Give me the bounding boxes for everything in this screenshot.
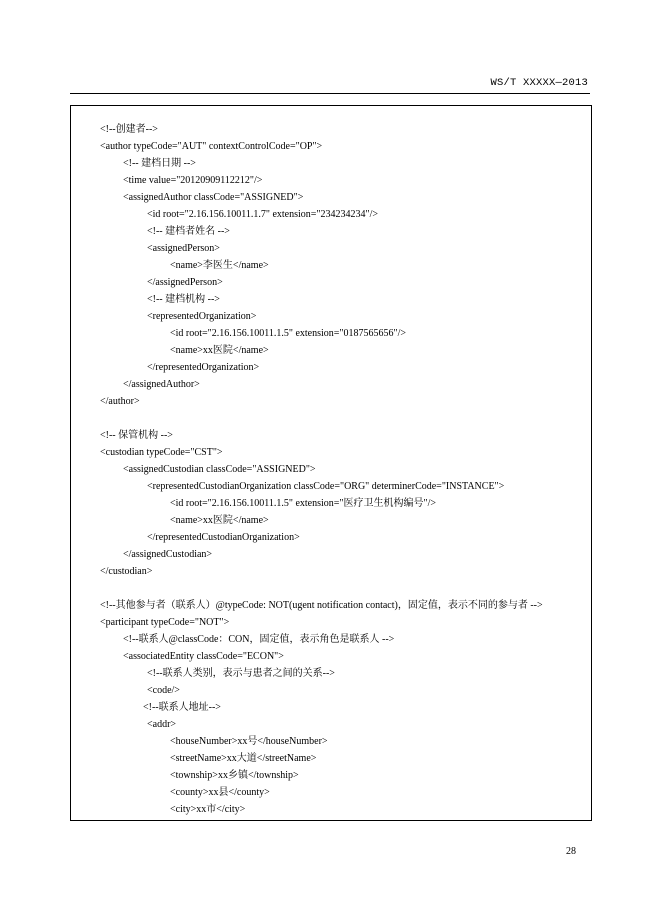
code-line: <!-- 保管机构 --> bbox=[100, 430, 173, 441]
code-line: <code/> bbox=[147, 685, 180, 696]
code-line: <time value="20120909112212"/> bbox=[123, 175, 263, 186]
code-line: <addr> bbox=[147, 719, 177, 730]
code-line: <assignedCustodian classCode="ASSIGNED"> bbox=[123, 464, 316, 475]
code-line: <city>xx市</city> bbox=[170, 804, 246, 815]
code-line: <representedCustodianOrganization classCode="ORG" determinerCode="INSTANCE"> bbox=[147, 481, 505, 492]
code-line: <houseNumber>xx号</houseNumber> bbox=[170, 736, 328, 747]
code-line bbox=[0, 580, 650, 597]
page-header-standard-id: WS/T XXXXX—2013 bbox=[490, 77, 588, 89]
code-line: <id root="2.16.156.10011.1.5" extension="0187565656"/> bbox=[170, 328, 407, 339]
code-line: <!--创建者--> bbox=[100, 124, 158, 135]
code-line bbox=[0, 410, 650, 427]
code-line: <township>xx乡镇</township> bbox=[170, 770, 299, 781]
code-line: <id root="2.16.156.10011.1.7" extension="234234234"/> bbox=[147, 209, 379, 220]
code-line: <name>xx医院</name> bbox=[170, 345, 269, 356]
code-line: </assignedPerson> bbox=[147, 277, 223, 288]
code-line: </author> bbox=[100, 396, 140, 407]
code-line: <streetName>xx大道</streetName> bbox=[170, 753, 317, 764]
page-number: 28 bbox=[566, 846, 576, 857]
code-line: <!-- 建档者姓名 --> bbox=[147, 226, 230, 237]
code-line: <name>李医生</name> bbox=[170, 260, 269, 271]
code-line: <associatedEntity classCode="ECON"> bbox=[123, 651, 284, 662]
code-line: <author typeCode="AUT" contextControlCode="OP"> bbox=[100, 141, 323, 152]
code-line: <custodian typeCode="CST"> bbox=[100, 447, 223, 458]
code-line: <!--联系人@classCode：CON，固定值，表示角色是联系人 --> bbox=[123, 634, 395, 645]
code-line: <!--联系人类别，表示与患者之间的关系--> bbox=[147, 668, 335, 679]
code-line: <name>xx医院</name> bbox=[170, 515, 269, 526]
code-line: <id root="2.16.156.10011.1.5" extension="医疗卫生机构编号"/> bbox=[170, 498, 437, 509]
code-line: <participant typeCode="NOT"> bbox=[100, 617, 230, 628]
header-rule bbox=[70, 93, 590, 94]
code-line: <!-- 建档机构 --> bbox=[147, 294, 220, 305]
code-line: </custodian> bbox=[100, 566, 153, 577]
code-line: <representedOrganization> bbox=[147, 311, 257, 322]
code-line: <!-- 建档日期 --> bbox=[123, 158, 196, 169]
code-line: <assignedAuthor classCode="ASSIGNED"> bbox=[123, 192, 304, 203]
code-line: <!--联系人地址--> bbox=[143, 702, 221, 713]
code-line: </representedCustodianOrganization> bbox=[147, 532, 300, 543]
code-line: </assignedAuthor> bbox=[123, 379, 200, 390]
code-line: </assignedCustodian> bbox=[123, 549, 213, 560]
code-line: <!--其他参与者（联系人）@typeCode: NOT(ugent notification contact)，固定值，表示不同的参与者 --> bbox=[100, 600, 543, 611]
code-line: <county>xx县</county> bbox=[170, 787, 270, 798]
code-line: </representedOrganization> bbox=[147, 362, 260, 373]
code-line: <assignedPerson> bbox=[147, 243, 220, 254]
xml-code-listing bbox=[0, 121, 650, 818]
